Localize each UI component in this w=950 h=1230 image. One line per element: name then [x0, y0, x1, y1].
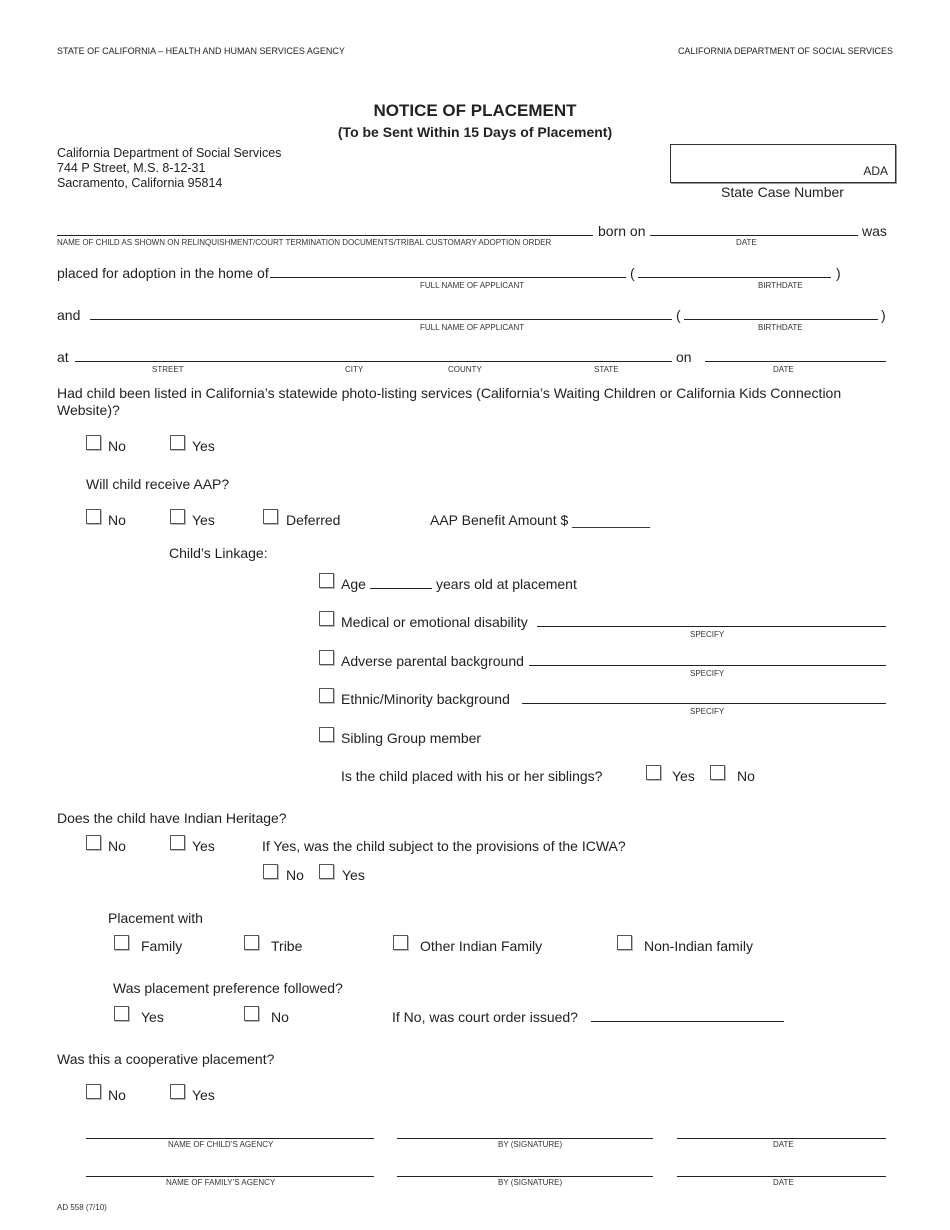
ethnic-background-checkbox[interactable] [319, 688, 334, 703]
ethnic-background-label: Ethnic/Minority background [341, 691, 510, 707]
icwa-no-checkbox[interactable] [263, 864, 278, 879]
photo-listing-no-checkbox[interactable] [86, 435, 101, 450]
state-caption: STATE [594, 365, 619, 374]
placement-family-label: Family [141, 938, 183, 954]
department-header: CALIFORNIA DEPARTMENT OF SOCIAL SERVICES [677, 46, 893, 56]
aap-benefit-amount[interactable]: AAP Benefit Amount $ __________ [430, 512, 651, 528]
cooperative-placement-question: Was this a cooperative placement? [57, 1051, 275, 1067]
adverse-background-checkbox[interactable] [319, 650, 334, 665]
childs-linkage-label: Child’s Linkage: [169, 545, 268, 561]
childs-agency-signature-line[interactable] [397, 1138, 653, 1139]
cooperative-no-label: No [108, 1087, 126, 1103]
age-line[interactable] [370, 588, 432, 589]
applicant-1-close-paren: ) [836, 265, 841, 281]
indian-heritage-yes-label: Yes [192, 838, 215, 854]
applicant-2-open-paren: ( [676, 307, 681, 323]
medical-disability-label: Medical or emotional disability [341, 614, 528, 630]
form-number: AD 558 (7/10) [57, 1203, 107, 1212]
court-order-question: If No, was court order issued? [392, 1009, 578, 1025]
adverse-background-specify-line[interactable] [529, 665, 886, 666]
icwa-yes-checkbox[interactable] [319, 864, 334, 879]
placement-other-indian-family-checkbox[interactable] [393, 935, 408, 950]
icwa-no-label: No [286, 867, 304, 883]
familys-agency-line[interactable] [86, 1176, 374, 1177]
placement-preference-question: Was placement preference followed? [113, 980, 343, 996]
placement-non-indian-family-checkbox[interactable] [617, 935, 632, 950]
applicant-2-birthdate-line[interactable] [684, 319, 878, 320]
aap-yes-label: Yes [192, 512, 215, 528]
preference-no-label: No [271, 1009, 289, 1025]
aap-no-checkbox[interactable] [86, 509, 101, 524]
photo-listing-yes-label: Yes [192, 438, 215, 454]
preference-yes-label: Yes [141, 1009, 164, 1025]
address-line-1: California Department of Social Services [57, 146, 282, 160]
medical-disability-checkbox[interactable] [319, 611, 334, 626]
childs-agency-date-caption: DATE [773, 1140, 794, 1149]
child-name-caption: NAME OF CHILD AS SHOWN ON RELINQUISHMENT/COURT TERMINATION DOCUMENTS/TRIBAL CUSTOMARY ADOPTION ORDER [57, 238, 552, 247]
siblings-no-label: No [737, 768, 755, 784]
placement-non-indian-family-label: Non-Indian family [644, 938, 753, 954]
siblings-yes-label: Yes [672, 768, 695, 784]
ethnic-background-specify-line[interactable] [522, 703, 886, 704]
state-case-number-label: State Case Number [721, 184, 844, 200]
siblings-question: Is the child placed with his or her siblings? [341, 768, 603, 784]
photo-listing-question-line-2: Website)? [57, 402, 120, 418]
childs-agency-caption: NAME OF CHILD’S AGENCY [168, 1140, 274, 1149]
placement-address-line[interactable] [75, 361, 672, 362]
placement-date-line[interactable] [705, 361, 886, 362]
applicant-1-open-paren: ( [630, 265, 635, 281]
photo-listing-question-line-1: Had child been listed in California’s statewide photo-listing services (California’s Waiting Children or California Kids Connection [57, 385, 842, 401]
icwa-yes-label: Yes [342, 867, 365, 883]
placement-date-caption: DATE [773, 365, 794, 374]
ada-label: ADA [863, 164, 888, 178]
ethnic-specify-caption: SPECIFY [690, 707, 725, 716]
familys-agency-signature-caption: BY (SIGNATURE) [498, 1178, 563, 1187]
street-caption: STREET [152, 365, 184, 374]
applicant-1-name-line[interactable] [270, 277, 626, 278]
medical-disability-specify-line[interactable] [537, 626, 886, 627]
icwa-question: If Yes, was the child subject to the provisions of the ICWA? [262, 838, 626, 854]
placement-tribe-checkbox[interactable] [244, 935, 259, 950]
applicant-2-close-paren: ) [881, 307, 886, 323]
placement-other-indian-family-label: Other Indian Family [420, 938, 543, 954]
applicant-1-caption: FULL NAME OF APPLICANT [420, 281, 525, 290]
aap-deferred-label: Deferred [286, 512, 341, 528]
aap-deferred-checkbox[interactable] [263, 509, 278, 524]
adverse-specify-caption: SPECIFY [690, 669, 725, 678]
county-caption: COUNTY [448, 365, 482, 374]
child-name-line[interactable] [57, 235, 593, 236]
sibling-group-label: Sibling Group member [341, 730, 482, 746]
age-label: Age [341, 576, 366, 592]
birth-date-line[interactable] [650, 235, 858, 236]
applicant-1-birthdate-line[interactable] [638, 277, 831, 278]
preference-yes-checkbox[interactable] [114, 1006, 129, 1021]
sibling-group-checkbox[interactable] [319, 727, 334, 742]
at-label: at [57, 349, 69, 365]
familys-agency-caption: NAME OF FAMILY’S AGENCY [166, 1178, 276, 1187]
age-suffix-label: years old at placement [436, 576, 577, 592]
form-subtitle: (To be Sent Within 15 Days of Placement) [337, 124, 613, 140]
placement-with-label: Placement with [108, 910, 203, 926]
placement-tribe-label: Tribe [271, 938, 303, 954]
court-order-line[interactable] [591, 1021, 784, 1022]
familys-agency-date-line[interactable] [677, 1176, 886, 1177]
medical-specify-caption: SPECIFY [690, 630, 725, 639]
on-label: on [676, 349, 692, 365]
familys-agency-signature-line[interactable] [397, 1176, 653, 1177]
cooperative-yes-label: Yes [192, 1087, 215, 1103]
childs-agency-line[interactable] [86, 1138, 374, 1139]
cooperative-yes-checkbox[interactable] [170, 1084, 185, 1099]
placement-family-checkbox[interactable] [114, 935, 129, 950]
applicant-1-birthdate-caption: BIRTHDATE [758, 281, 803, 290]
applicant-2-name-line[interactable] [90, 319, 672, 320]
placed-for-adoption-label: placed for adoption in the home of [57, 265, 269, 281]
siblings-no-checkbox[interactable] [710, 765, 725, 780]
cooperative-no-checkbox[interactable] [86, 1084, 101, 1099]
photo-listing-yes-checkbox[interactable] [170, 435, 185, 450]
indian-heritage-yes-checkbox[interactable] [170, 835, 185, 850]
birth-date-caption: DATE [736, 238, 757, 247]
address-line-2: 744 P Street, M.S. 8-12-31 [57, 161, 206, 175]
photo-listing-no-label: No [108, 438, 126, 454]
address-line-3: Sacramento, California 95814 [57, 176, 223, 190]
siblings-yes-checkbox[interactable] [646, 765, 661, 780]
form-title: NOTICE OF PLACEMENT [373, 101, 577, 120]
city-caption: CITY [345, 365, 364, 374]
aap-question: Will child receive AAP? [86, 476, 230, 492]
agency-header: STATE OF CALIFORNIA – HEALTH AND HUMAN SERVICES AGENCY [57, 46, 345, 56]
indian-heritage-no-label: No [108, 838, 126, 854]
and-label: and [57, 307, 81, 323]
adverse-background-label: Adverse parental background [341, 653, 524, 669]
childs-agency-signature-caption: BY (SIGNATURE) [498, 1140, 563, 1149]
indian-heritage-question: Does the child have Indian Heritage? [57, 810, 287, 826]
childs-agency-date-line[interactable] [677, 1138, 886, 1139]
applicant-2-caption: FULL NAME OF APPLICANT [420, 323, 525, 332]
aap-no-label: No [108, 512, 126, 528]
aap-yes-checkbox[interactable] [170, 509, 185, 524]
state-case-number-box[interactable] [670, 144, 896, 183]
age-checkbox[interactable] [319, 573, 334, 588]
was-label: was [862, 223, 887, 239]
applicant-2-birthdate-caption: BIRTHDATE [758, 323, 803, 332]
familys-agency-date-caption: DATE [773, 1178, 794, 1187]
indian-heritage-no-checkbox[interactable] [86, 835, 101, 850]
preference-no-checkbox[interactable] [244, 1006, 259, 1021]
born-on-label: born on [598, 223, 646, 239]
